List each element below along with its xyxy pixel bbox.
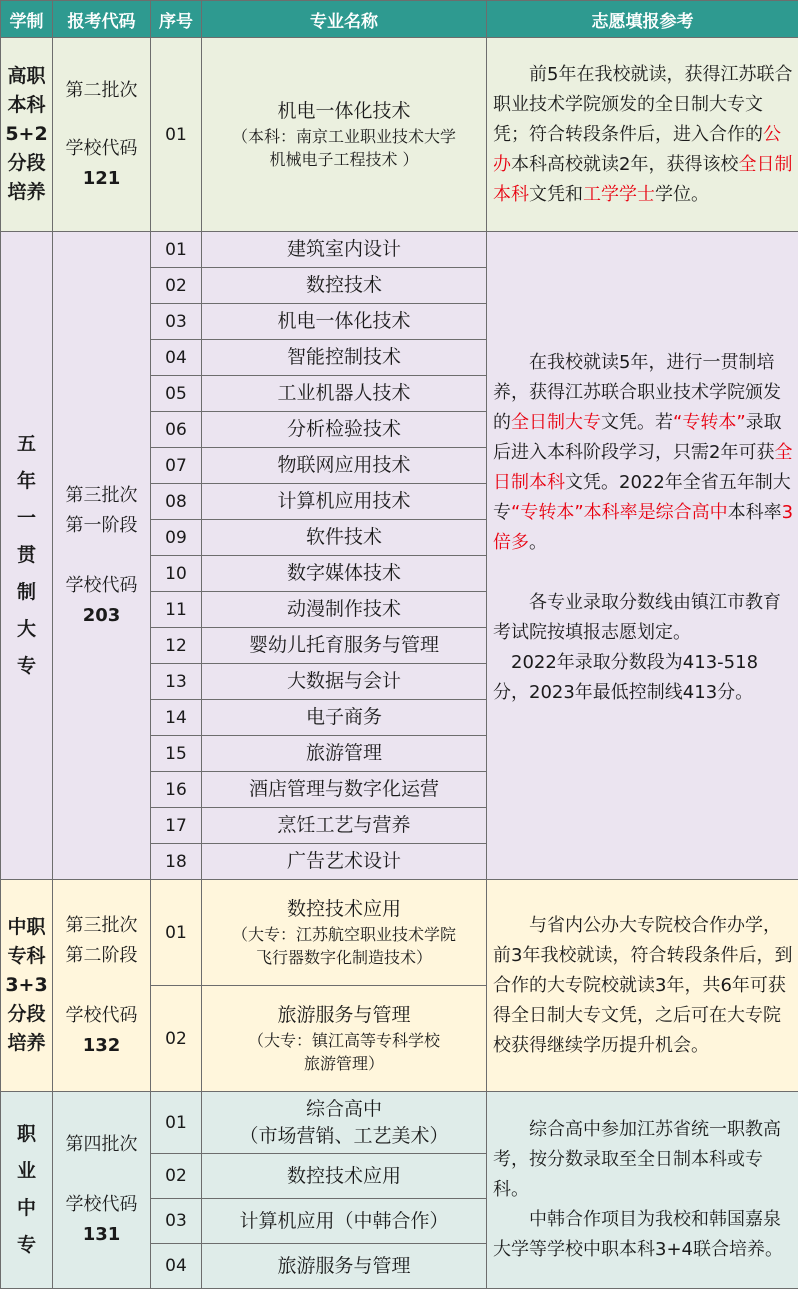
major-name: 软件技术: [202, 520, 487, 556]
batch-label: 第三批次: [65, 914, 138, 936]
table-row: [1, 232, 798, 268]
major-name: 计算机应用（中韩合作）: [202, 1199, 487, 1244]
seq-cell: 04: [151, 1244, 202, 1289]
seq-cell: 11: [151, 592, 202, 628]
seq-cell: 08: [151, 484, 202, 520]
seq-cell: 09: [151, 520, 202, 556]
group-secondary-3plus3: [1, 880, 798, 1092]
seq-cell: 01: [151, 880, 202, 986]
header-major: 专业名称: [202, 1, 487, 38]
header-seq: 序号: [151, 1, 202, 38]
code-label: 学校代码: [65, 574, 138, 596]
major-cell: [202, 880, 487, 986]
reference-cell: 在我校就读5年，进行一贯制培养，获得江苏联合职业技术学院颁发的全日制大专文凭。若“专转本”录取后进入本科阶段学习，只需2年可获全日制本科文凭。2022年全省五年制大专“专转本”本科率是综合高中本科率3倍多。 各专业录取分数线由镇江市教育考试院按填报志愿划定。 2022年录取分数段为413-518分，2023年最低控制线413分。: [487, 232, 798, 880]
major-note: （大专：镇江高等专科学校: [247, 1031, 440, 1050]
major-name: 智能控制技术: [202, 340, 487, 376]
school-code: 121: [82, 167, 121, 189]
seq-cell: 03: [151, 1199, 202, 1244]
reference-cell: 综合高中参加江苏省统一职教高考，按分数录取至全日制本科或专科。 中韩合作项目为我校和韩国嘉泉大学等学校中职本科3+4联合培养。: [487, 1092, 798, 1289]
header-code: 报考代码: [53, 1, 151, 38]
seq-cell: 01: [151, 232, 202, 268]
major-name: 工业机器人技术: [202, 376, 487, 412]
code-label: 学校代码: [65, 1004, 138, 1026]
major-name: 酒店管理与数字化运营: [202, 772, 487, 808]
seq-cell: 17: [151, 808, 202, 844]
major-name: 婴幼儿托育服务与管理: [202, 628, 487, 664]
batch-label: 第二批次: [65, 79, 138, 101]
major-name: 动漫制作技术: [202, 592, 487, 628]
seq-cell: 15: [151, 736, 202, 772]
code-label: 学校代码: [65, 1194, 138, 1215]
major-name: 数控技术应用: [202, 1154, 487, 1199]
seq-cell: 12: [151, 628, 202, 664]
major-name: 电子商务: [202, 700, 487, 736]
group-vocational-secondary: [1, 1092, 798, 1289]
major-name: 旅游服务与管理: [277, 1004, 411, 1026]
seq-cell: 14: [151, 700, 202, 736]
stage-label: 第二阶段: [65, 944, 138, 966]
stage-label: 第一阶段: [65, 514, 138, 536]
seq-cell: 04: [151, 340, 202, 376]
major-note: （大专：江苏航空职业技术学院: [231, 925, 456, 944]
system-cell: 五 年 一 贯 制 大 专: [1, 232, 53, 880]
reference-cell: 与省内公办大专院校合作办学，前3年我校就读，符合转段条件后，到合作的大专院校就读3年，共6年可获得全日制大专文凭，之后可在大专院校获得继续学历提升机会。: [487, 880, 798, 1092]
major-name: 机电一体化技术: [202, 304, 487, 340]
table-header-row: [1, 1, 798, 38]
school-code: 203: [82, 604, 121, 626]
system-cell: 高职 本科 5+2 分段 培养: [1, 38, 53, 232]
major-note: 机械电子工程技术 ）: [269, 150, 419, 169]
group-higher-vocational-5plus2: [1, 38, 798, 232]
seq-cell: 02: [151, 268, 202, 304]
seq-cell: 07: [151, 448, 202, 484]
seq-cell: 02: [151, 986, 202, 1092]
header-system: 学制: [1, 1, 53, 38]
major-name: 物联网应用技术: [202, 448, 487, 484]
major-name: 数字媒体技术: [202, 556, 487, 592]
seq-cell: 16: [151, 772, 202, 808]
batch-label: 第四批次: [65, 1134, 138, 1155]
seq-cell: 18: [151, 844, 202, 880]
major-name: 烹饪工艺与营养: [202, 808, 487, 844]
major-name: 分析检验技术: [202, 412, 487, 448]
seq-cell: 13: [151, 664, 202, 700]
header-reference: 志愿填报参考: [487, 1, 798, 38]
table-row: [1, 1092, 798, 1154]
major-note: 旅游管理）: [303, 1054, 384, 1073]
major-name: 广告艺术设计: [202, 844, 487, 880]
table-row: [1, 38, 798, 232]
seq-cell: 01: [151, 38, 202, 232]
code-cell: [53, 880, 151, 1092]
major-cell: [202, 38, 487, 232]
batch-label: 第三批次: [65, 484, 138, 506]
major-name: 计算机应用技术: [202, 484, 487, 520]
major-name: 机电一体化技术: [277, 100, 411, 122]
code-label: 学校代码: [65, 137, 138, 159]
school-code: 132: [82, 1034, 121, 1056]
major-cell: [202, 1092, 487, 1154]
school-code: 131: [82, 1224, 121, 1245]
major-cell: [202, 986, 487, 1092]
major-name: 数控技术: [202, 268, 487, 304]
seq-cell: 02: [151, 1154, 202, 1199]
seq-cell: 01: [151, 1092, 202, 1154]
seq-cell: 05: [151, 376, 202, 412]
table-row: [1, 880, 798, 986]
seq-cell: 06: [151, 412, 202, 448]
major-name: 综合高中: [305, 1097, 382, 1120]
system-cell: 中职 专科 3+3 分段 培养: [1, 880, 53, 1092]
major-name: 大数据与会计: [202, 664, 487, 700]
system-cell: 职 业 中 专: [1, 1092, 53, 1289]
major-name: 旅游管理: [202, 736, 487, 772]
major-note: （本科：南京工业职业技术大学: [231, 127, 456, 146]
major-note: （市场营销、工艺美术）: [239, 1124, 449, 1147]
reference-cell: 前5年在我校就读，获得江苏联合职业技术学院颁发的全日制大专文凭；符合转段条件后，进入合作的公办本科高校就读2年，获得该校全日制本科文凭和工学学士学位。: [487, 38, 798, 232]
group-five-year-college: [1, 232, 798, 880]
major-name: 旅游服务与管理: [202, 1244, 487, 1289]
code-cell: [53, 232, 151, 880]
code-cell: [53, 1092, 151, 1289]
major-note: 飞行器数字化制造技术）: [255, 948, 432, 967]
major-name: 建筑室内设计: [202, 232, 487, 268]
seq-cell: 03: [151, 304, 202, 340]
seq-cell: 10: [151, 556, 202, 592]
major-name: 数控技术应用: [286, 898, 401, 920]
code-cell: [53, 38, 151, 232]
